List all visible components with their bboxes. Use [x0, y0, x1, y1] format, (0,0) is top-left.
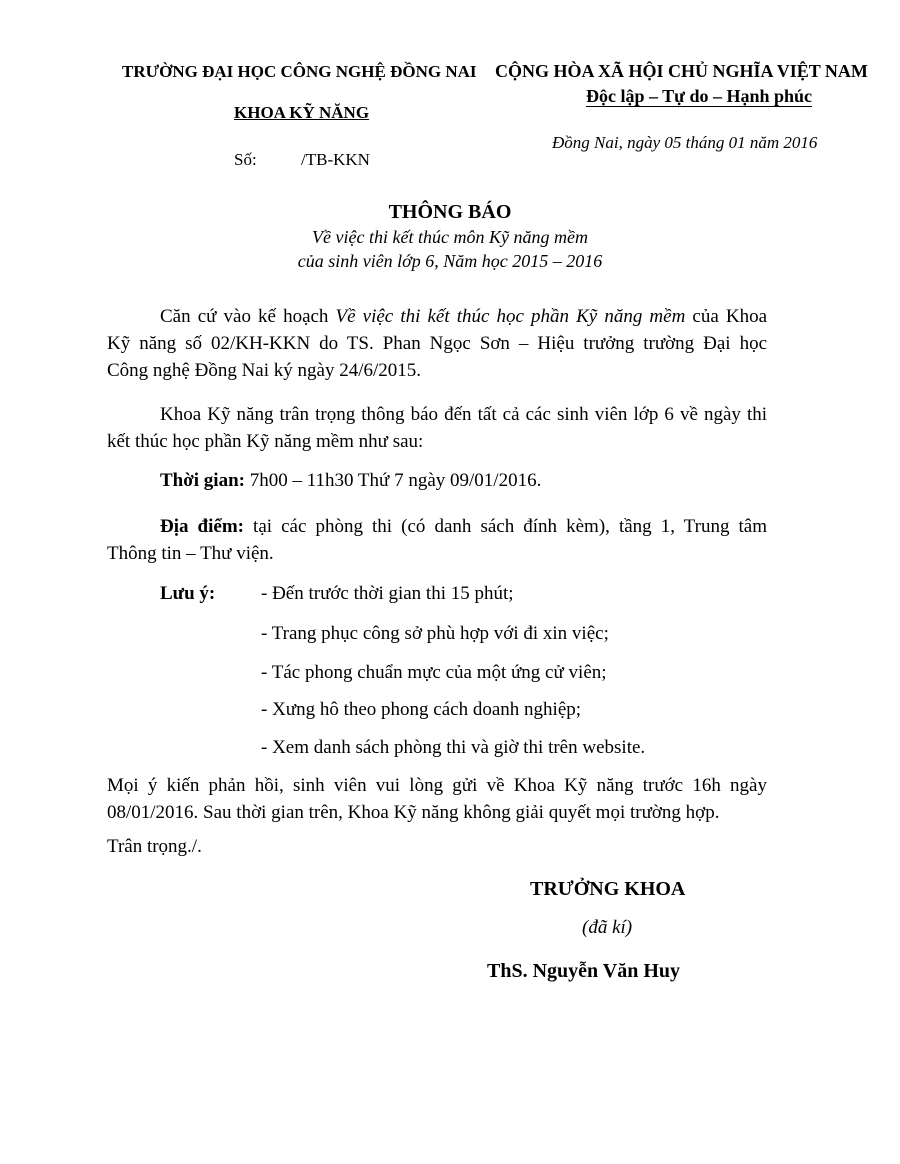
country-name: CỘNG HÒA XÃ HỘI CHỦ NGHĨA VIỆT NAM — [495, 61, 868, 81]
paragraph-line: Khoa Kỹ năng trân trọng thông báo đến tất cả các sinh viên lớp 6 về ngày thi — [160, 404, 767, 425]
title-subtitle-2: của sinh viên lớp 6, Năm học 2015 – 2016 — [297, 251, 603, 271]
text-run: Căn cứ vào kế hoạch — [160, 306, 336, 327]
notes-label: Lưu ý: — [160, 583, 216, 604]
exam-place — [107, 513, 767, 567]
paragraph-announcement — [107, 401, 767, 455]
school-name: TRƯỜNG ĐẠI HỌC CÔNG NGHỆ ĐỒNG NAI — [122, 62, 477, 81]
note-item: - Đến trước thời gian thi 15 phút; — [261, 583, 514, 604]
paragraph-legal-basis — [107, 303, 767, 384]
closing-text: Trân trọng./. — [107, 836, 202, 857]
exam-place-value: tại các phòng thi (có danh sách đính kèm), tầng 1, Trung tâm — [244, 516, 767, 537]
document-title: THÔNG BÁO — [388, 201, 512, 223]
paragraph-line: kết thúc học phần Kỹ năng mềm như sau: — [107, 431, 424, 452]
issue-date: Đồng Nai, ngày 05 tháng 01 năm 2016 — [552, 133, 818, 152]
note-item: - Tác phong chuẩn mực của một ứng cử viên; — [261, 662, 607, 683]
note-item: - Trang phục công sở phù hợp với đi xin việc; — [261, 623, 609, 644]
signer-name: ThS. Nguyễn Văn Huy — [487, 960, 681, 982]
text-run: của Khoa — [685, 306, 767, 327]
paragraph-feedback — [107, 772, 767, 826]
note-item: - Xem danh sách phòng thi và giờ thi trên website. — [261, 737, 646, 758]
paragraph-line — [107, 513, 767, 540]
paragraph-line: Kỹ năng số 02/KH-KKN do TS. Phan Ngọc Sơn – Hiệu trưởng trường Đại học — [107, 333, 767, 354]
note-item: - Xưng hô theo phong cách doanh nghiệp; — [261, 699, 582, 720]
paragraph-line: Công nghệ Đồng Nai ký ngày 24/6/2015. — [107, 360, 422, 381]
exam-time — [160, 467, 541, 494]
document-number-code: /TB-KKN — [301, 150, 370, 169]
exam-time-label: Thời gian: — [160, 470, 245, 491]
paragraph-line: Mọi ý kiến phản hồi, sinh viên vui lòng gửi về Khoa Kỹ năng trước 16h ngày — [107, 775, 767, 796]
exam-time-value: 7h00 – 11h30 Thứ 7 ngày 09/01/2016. — [244, 470, 542, 491]
department-name: KHOA KỸ NĂNG — [234, 103, 370, 122]
plan-title: Về việc thi kết thúc học phần Kỹ năng mềm — [335, 306, 686, 327]
signed-note: (đã kí) — [582, 917, 633, 938]
exam-place-label: Địa điểm: — [160, 516, 244, 537]
title-subtitle-1: Về việc thi kết thúc môn Kỹ năng mềm — [312, 227, 588, 247]
paragraph-line: Thông tin – Thư viện. — [107, 543, 274, 564]
paragraph-line — [107, 303, 767, 330]
document-number-label: Số: — [234, 150, 257, 169]
signer-position: TRƯỞNG KHOA — [530, 878, 686, 900]
national-motto: Độc lập – Tự do – Hạnh phúc — [586, 86, 813, 106]
paragraph-line: 08/01/2016. Sau thời gian trên, Khoa Kỹ năng không giải quyết mọi trường hợp. — [107, 802, 720, 823]
